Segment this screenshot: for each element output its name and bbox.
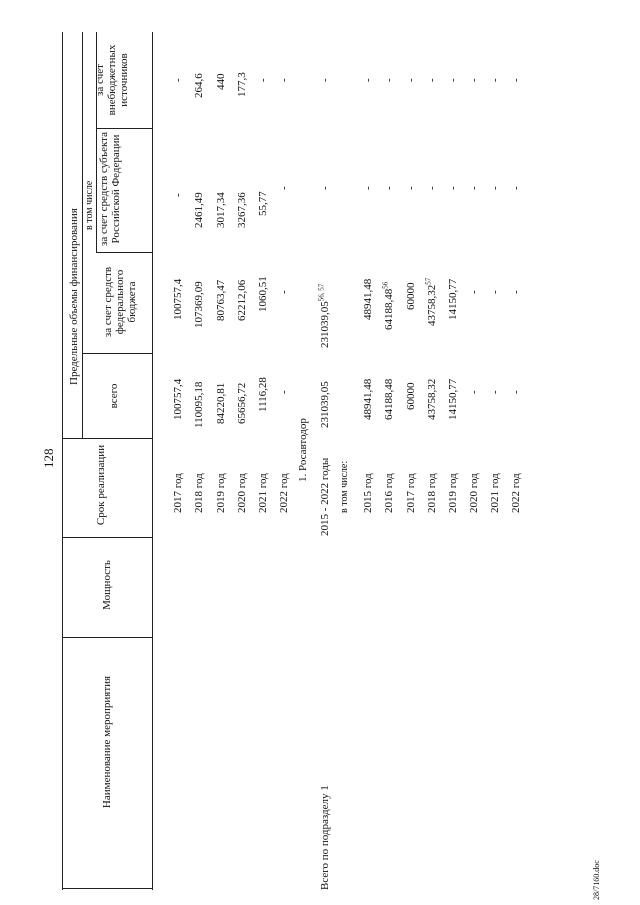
summary-period: 2015 - 2022 годы bbox=[319, 457, 331, 536]
row5-total: 1116,28 bbox=[257, 377, 269, 412]
table-col-divider-7 bbox=[62, 888, 152, 889]
s2-row7-extra: - bbox=[489, 78, 501, 82]
row6-federal: - bbox=[278, 290, 290, 294]
row4-total: 65656,72 bbox=[236, 382, 248, 424]
s2-row8-federal-value: - bbox=[510, 290, 522, 294]
row6-regional: - bbox=[278, 186, 290, 190]
header-including: в том числе bbox=[84, 180, 95, 230]
s2-row2-federal-footnote: 56 bbox=[381, 281, 390, 289]
s2-row5-period: 2019 год bbox=[447, 473, 459, 513]
row5-extra: - bbox=[257, 78, 269, 82]
s2-row5-federal bbox=[447, 279, 459, 320]
s2-row7-regional: - bbox=[489, 186, 501, 190]
s2-row1-period: 2015 год bbox=[362, 473, 374, 513]
header-extra: за счет внебюджетных источников bbox=[94, 44, 130, 116]
row1-regional: - bbox=[172, 193, 184, 197]
summary-federal-footnote: 56, 57 bbox=[317, 283, 326, 302]
s2-row6-regional: - bbox=[468, 186, 480, 190]
s2-row6-federal-value: - bbox=[468, 290, 480, 294]
row2-period: 2018 год bbox=[193, 473, 205, 513]
row3-total: 84220,81 bbox=[215, 382, 227, 424]
s2-row8-extra: - bbox=[510, 78, 522, 82]
summary-total: 231039,05 bbox=[319, 381, 331, 428]
s2-row5-total: 14150,77 bbox=[447, 378, 459, 420]
s2-row2-period: 2016 год bbox=[383, 473, 395, 513]
row3-period: 2019 год bbox=[215, 473, 227, 513]
page-number: 128 bbox=[41, 448, 56, 468]
row1-total: 100757,4 bbox=[172, 378, 184, 420]
s2-row8-total: - bbox=[510, 390, 522, 394]
row4-regional: 3267,36 bbox=[236, 192, 248, 228]
s2-row8-period: 2022 год bbox=[510, 473, 522, 513]
s2-row1-regional: - bbox=[362, 186, 374, 190]
table-rule-header-bottom bbox=[152, 32, 153, 890]
section-title: 1. Росавтодор bbox=[297, 418, 309, 482]
summary-federal-value: 231039,05 bbox=[319, 301, 331, 348]
row5-federal: 1060,51 bbox=[257, 276, 269, 312]
s2-row2-federal bbox=[383, 282, 395, 330]
s2-row7-federal bbox=[489, 290, 501, 294]
header-name: Наименование мероприятия bbox=[101, 675, 113, 809]
row5-period: 2021 год bbox=[257, 473, 269, 513]
s2-row6-extra: - bbox=[468, 78, 480, 82]
s2-row1-federal bbox=[362, 279, 374, 320]
table-col-divider-6 bbox=[62, 637, 152, 638]
s2-row3-regional: - bbox=[405, 186, 417, 190]
including-label: в том числе: bbox=[339, 460, 350, 513]
s2-row1-total: 48941,48 bbox=[362, 378, 374, 420]
s2-row3-federal bbox=[405, 283, 417, 311]
header-capacity: Мощность bbox=[101, 560, 113, 610]
row6-extra: - bbox=[278, 78, 290, 82]
s2-row5-federal-value: 14150,77 bbox=[447, 278, 459, 320]
row6-total: - bbox=[278, 390, 290, 394]
table-rule-funding-group bbox=[82, 32, 83, 438]
row4-extra: 177,3 bbox=[236, 72, 248, 97]
row3-regional: 3017,34 bbox=[215, 192, 227, 228]
header-federal: за счет средств федерального бюджета bbox=[102, 266, 138, 338]
row2-regional: 2461,49 bbox=[193, 192, 205, 228]
s2-row3-period: 2017 год bbox=[405, 473, 417, 513]
s2-row2-total: 64188,48 bbox=[383, 378, 395, 420]
s2-row6-period: 2020 год bbox=[468, 473, 480, 513]
summary-federal bbox=[319, 284, 331, 348]
s2-row3-total: 60000 bbox=[405, 382, 417, 410]
s2-row2-regional: - bbox=[383, 186, 395, 190]
row2-federal: 107369,09 bbox=[193, 281, 205, 328]
s2-row1-extra: - bbox=[362, 78, 374, 82]
s2-row2-extra: - bbox=[383, 78, 395, 82]
row3-extra: 440 bbox=[215, 73, 227, 90]
s2-row4-regional: - bbox=[426, 186, 438, 190]
row2-total: 110095,18 bbox=[193, 381, 205, 428]
summary-name: Всего по подразделу 1 bbox=[319, 785, 331, 890]
s2-row7-federal-value: - bbox=[489, 290, 501, 294]
header-funding-group: Предельные объемы финансирования bbox=[68, 208, 80, 385]
s2-row4-period: 2018 год bbox=[426, 473, 438, 513]
s2-row1-federal-value: 48941,48 bbox=[362, 278, 374, 320]
row4-federal: 62212,06 bbox=[236, 279, 248, 321]
summary-regional: - bbox=[319, 186, 331, 190]
row1-federal: 100757,4 bbox=[172, 278, 184, 320]
row3-federal: 80763,47 bbox=[215, 279, 227, 321]
s2-row4-total: 43758,32 bbox=[426, 378, 438, 420]
header-regional: за счет средств субъекта Российской Федерации bbox=[98, 132, 122, 246]
row2-extra: 264,6 bbox=[193, 73, 205, 98]
s2-row2-federal-value: 64188,48 bbox=[383, 288, 395, 330]
table-col-divider-1 bbox=[62, 438, 152, 439]
header-total: всего bbox=[108, 383, 120, 409]
s2-row8-regional: - bbox=[510, 186, 522, 190]
row1-period: 2017 год bbox=[172, 473, 184, 513]
s2-row6-total: - bbox=[468, 390, 480, 394]
row6-period: 2022 год bbox=[278, 473, 290, 513]
table-col-divider-5 bbox=[62, 537, 152, 538]
row4-period: 2020 год bbox=[236, 473, 248, 513]
s2-row6-federal bbox=[468, 290, 480, 294]
s2-row3-extra: - bbox=[405, 78, 417, 82]
s2-row3-federal-value: 60000 bbox=[405, 282, 417, 310]
s2-row5-extra: - bbox=[447, 78, 459, 82]
s2-row7-period: 2021 год bbox=[489, 473, 501, 513]
summary-extra: - bbox=[319, 78, 331, 82]
footer-code: 28/7160.doc bbox=[592, 860, 601, 900]
s2-row4-federal-value: 43758,32 bbox=[426, 284, 438, 326]
row5-regional: 55,77 bbox=[257, 191, 269, 216]
s2-row8-federal bbox=[510, 290, 522, 294]
s2-row4-federal-footnote: 57 bbox=[424, 277, 433, 285]
s2-row4-federal bbox=[426, 278, 438, 326]
s2-row4-extra: - bbox=[426, 78, 438, 82]
header-period: Срок реализации bbox=[95, 444, 107, 526]
table-rule-top bbox=[62, 32, 63, 890]
row1-extra: - bbox=[172, 78, 184, 82]
s2-row5-regional: - bbox=[447, 186, 459, 190]
s2-row7-total: - bbox=[489, 390, 501, 394]
